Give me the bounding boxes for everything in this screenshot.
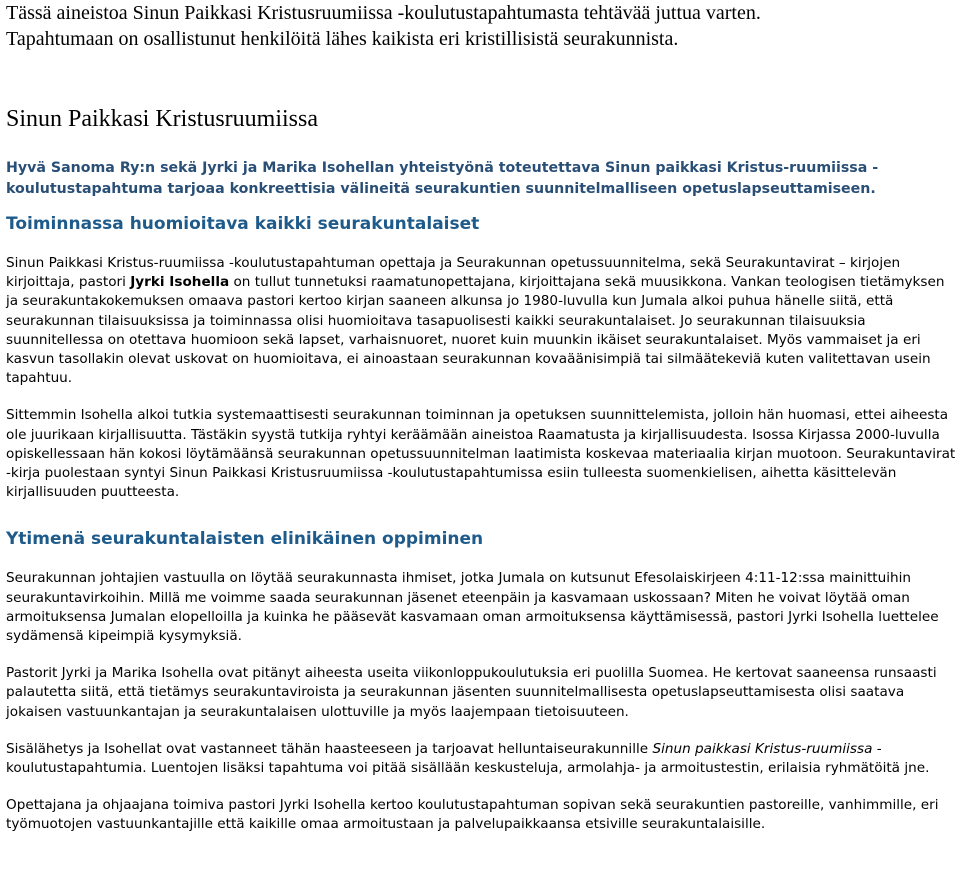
intro-line-1: Tässä aineistoa Sinun Paikkasi Kristusruumiissa -koulutustapahtumasta tehtävää juttua varten. bbox=[6, 2, 761, 24]
section1-p1-text-b: on tullut tunnetuksi raamatunopettajana, kirjoittajana sekä muusikkona. Vankan teologisen tietämyksen ja seurakuntakokemuksen omaava pastori kertoo kirjan saaneen alkunsa jo 1980-luvulla kun Jumala alkoi puhua hänelle siitä, että seurakunnan tilaisuuksissa ja toiminnassa olisi huomioitava tasapuolisesti kaikki seurakuntalaiset. Jo seurakunnan tilaisuuksia suunnitellessa on otettava huomioon sekä lapset, varhaisnuoret, nuoret kuin muunkin ikäiset seurakuntalaiset. Myös vammaiset ja eri kasvun tasollakin olevat uskovat on huomioitava, ei ainoastaan seurakunnan kovaäänisimpiä tai silmäätekeviä kuten valitettavan usein tapahtuu. bbox=[6, 274, 945, 387]
intro-line-2: Tapahtumaan on osallistunut henkilöitä lähes kaikista eri kristillisistä seurakunnista. bbox=[6, 28, 679, 50]
section2-p3-text-a: Sisälähetys ja Isohellat ovat vastanneet tähän haasteeseen ja tarjoavat helluntaiseurakunnille bbox=[6, 740, 653, 757]
section1-paragraph-1 bbox=[6, 254, 956, 388]
section1-p1-text-a: Sinun Paikkasi Kristus-ruumiissa -koulutustapahtuman opettaja ja Seurakunnan opetussuunnitelma, sekä Seurakuntavirat – kirjojen kirjoittaja, pastori bbox=[6, 255, 901, 291]
section-heading-1: Toiminnassa huomioitava kaikki seurakuntalaiset bbox=[6, 214, 480, 234]
document-page bbox=[6, 0, 956, 835]
lead-paragraph: Hyvä Sanoma Ry:n sekä Jyrki ja Marika Isohellan yhteistyönä toteutettava Sinun paikkasi Kristus-ruumiissa -koulutustapahtuma tarjoaa konkreettisia välineitä seurakuntien suunnitelmalliseen opetuslapseuttamiseen. bbox=[6, 160, 879, 197]
section2-p3-text-b: -koulutustapahtumia. Luentojen lisäksi tapahtuma voi pitää sisällään keskusteluja, armolahja- ja armoitustestin, erilaisia ryhmätöitä jne. bbox=[6, 740, 930, 777]
section1-paragraph-2: Sittemmin Isohella alkoi tutkia systemaattisesti seurakunnan toiminnan ja opetuksen suunnittelemista, jolloin hän huomasi, ettei aiheesta ole juurikaan kirjallisuutta. Tästäkin syystä tutkija ryhtyi keräämään aineistoa Raamatusta ja kirjallisuudesta. Isossa Kirjassa 2000-luvulla opiskellessaan hän kokosi löytämäänsä seurakunnan opetussuunnitelman laatimista koskevaa materiaalia kirjan muotoon. Seurakuntavirat -kirja puolestaan syntyi Sinun Paikkasi Kristusruumiissa -koulutustapahtumissa esiin tulleesta suomenkielisen, aihetta käsittelevän kirjallisuuden puutteesta. bbox=[6, 407, 956, 501]
section2-paragraph-1: Seurakunnan johtajien vastuulla on löytää seurakunnasta ihmiset, jotka Jumala on kutsunut Efesolaiskirjeen 4:11-12:ssa mainittuihin seurakuntavirkoihin. Millä me voimme saada seurakunnan jäsenet eteenpäin ja kasvamaan uskossaan? Miten he voivat löytää oman armoituksensa Jumalan elopelloilla ja kuinka he pääsevät kasvamaan oman armoituksensa käyttämisessä, pastori Jyrki Isohella luettelee sydämensä kipeimpiä kysymyksiä. bbox=[6, 570, 939, 645]
section2-paragraph-2: Pastorit Jyrki ja Marika Isohella ovat pitänyt aiheesta useita viikonloppukoulutuksia eri puolilla Suomea. He kertovat saaneensa runsaasti palautetta siitä, että tietämys seurakuntaviroista ja seurakunnan jäsenten suunnitelmallisesta opetuslapseuttamisesta olisi saatava jokaisen vastuunkantajan ja seurakuntalaisen ulottuville ja myös laajempaan tietoisuuteen. bbox=[6, 665, 937, 720]
page-title: Sinun Paikkasi Kristusruumiissa bbox=[6, 106, 319, 132]
section2-paragraph-4: Opettajana ja ohjaajana toimiva pastori Jyrki Isohella kertoo koulutustapahtuman sopivan sekä seurakuntien pastoreille, vanhimmille, eri työmuotojen vastuunkantajille että kaikille omaa armoitustaan ja palvelupaikkaansa etsiville seurakuntalaisille. bbox=[6, 797, 939, 833]
section2-p3-italic-title: Sinun paikkasi Kristus-ruumiissa bbox=[652, 740, 873, 757]
section-heading-2: Ytimenä seurakuntalaisten elinikäinen oppiminen bbox=[6, 529, 484, 550]
intro-note bbox=[6, 0, 956, 52]
section2-paragraph-3 bbox=[6, 740, 956, 778]
section1-p1-bold-name: Jyrki Isohella bbox=[130, 274, 230, 291]
